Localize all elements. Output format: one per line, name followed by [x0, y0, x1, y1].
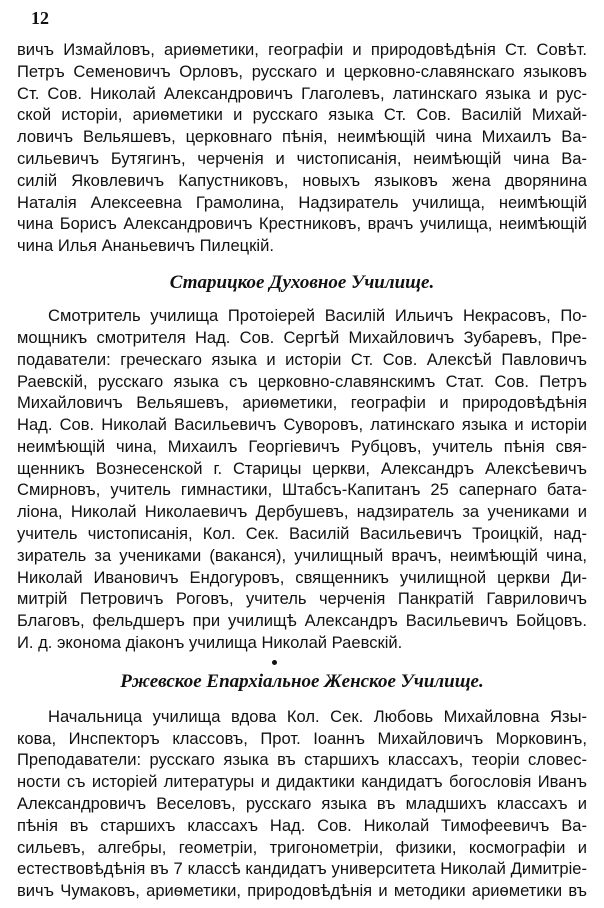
- text-line: Ст. Сов. Николай Александровичъ Глаголевъ, латинскаго языка и рус-: [17, 83, 587, 103]
- text-line: Преподаватели: русскаго языка въ старшихъ классахъ, теоріи словес-: [17, 750, 587, 770]
- text-line: Петръ Семеновичъ Орловъ, русскаго и церковно-славянскаго языковъ: [17, 61, 587, 81]
- section-heading: Ржевское Епархіальное Женское Училище.: [120, 670, 484, 692]
- text-line: вичъ Чумаковъ, ариѳметики, природовѣдѣнія и методики ариѳметики въ: [17, 881, 587, 901]
- section-heading: Старицкое Духовное Училище.: [169, 272, 435, 294]
- text-line: ловичъ Вельяшевъ, церковнаго пѣнія, неимѣющій чина Михаилъ Ва-: [17, 127, 587, 147]
- text-line: Смирновъ, учитель гимнастики, Штабсъ-Капитанъ 25 сапернаго бата-: [17, 480, 587, 500]
- text-line: учитель чистописанія, Кол. Сек. Василій Васильевичъ Троицкій, над-: [17, 524, 587, 544]
- text-line: митрій Петровичъ Роговъ, учитель черченія Панкратій Гавриловичъ: [17, 589, 587, 609]
- text-line: кова, Инспекторъ классовъ, Прот. Іоаннъ Михайловичъ Морковинъ,: [17, 728, 587, 748]
- text-line: зиратель за учениками (ваканся), училищный врачъ, неимѣющій чина,: [17, 545, 587, 565]
- page-number: 12: [31, 8, 49, 28]
- text-line: подаватели: греческаго языка и исторіи Ст. Сов. Алексѣй Павловичъ: [17, 349, 587, 369]
- text-line: Александровичъ Веселовъ, русскаго языка въ младшихъ классахъ и: [17, 794, 587, 813]
- text-line: чина Илья Ананьевичъ Пилецкій.: [17, 236, 274, 256]
- text-line: ліона, Николай Николаевичъ Дербушевъ, надзиратель за учениками и: [17, 502, 587, 522]
- text-line: сильевичъ Бутягинъ, черченія и чистописанія, неимѣющій чина Ва-: [17, 148, 587, 168]
- ink-dot: [272, 660, 277, 665]
- text-line: силій Яковлевичъ Капустниковъ, новыхъ языковъ жена дворянина: [17, 170, 587, 190]
- text-line: Благовъ, фельдшеръ при училищѣ Александръ Васильевичъ Бойцовъ.: [17, 611, 587, 631]
- text-line: щенникъ Вознесенской г. Старицы церкви, Александръ Алексѣевичъ: [17, 458, 587, 478]
- text-line: чина Борисъ Александровичъ Крестниковъ, врачъ училища, неимѣющій: [17, 214, 587, 234]
- text-line: ской исторіи, ариѳметики и русскаго языка Ст. Сов. Василій Михай-: [17, 105, 587, 125]
- text-line: вичъ Измайловъ, ариѳметики, географіи и природовѣдѣнія Ст. Совѣт.: [17, 40, 587, 59]
- text-line: Михайловичъ Вельяшевъ, ариѳметики, географіи и природовѣдѣнія: [17, 393, 587, 413]
- text-line: И. д. эконома діаконъ училища Николай Раевскій.: [17, 632, 403, 652]
- text-line: Наталія Алексеевна Грамолина, Надзиратель училища, неимѣющій: [17, 192, 587, 212]
- text-line: сильевъ, алгебры, геометріи, тригонометріи, физики, космографіи и: [17, 837, 587, 857]
- text-line: Николай Ивановичъ Ендогуровъ, священникъ училищной церкви Ди-: [17, 567, 587, 587]
- text-line: пѣнія въ старшихъ классахъ Над. Сов. Николай Тимофеевичъ Ва-: [17, 815, 587, 835]
- text-line: ности съ исторіей литературы и дидактики кандидатъ богословія Иванъ: [17, 772, 587, 792]
- text-line: Над. Сов. Николай Васильевичъ Суворовъ, латинскаго языка и исторіи: [17, 415, 587, 435]
- text-line: Смотритель училища Протоіерей Василій Ильичъ Некрасовъ, По-: [48, 306, 587, 326]
- text-line: мощникъ смотрителя Над. Сов. Сергѣй Михайловичъ Зубаревъ, Пре-: [17, 327, 587, 347]
- text-line: Начальница училища вдова Кол. Сек. Любовь Михайловна Язы-: [48, 706, 587, 726]
- text-line: Раевскій, русскаго языка съ церковно-славянскимъ Стат. Сов. Петръ: [17, 371, 587, 391]
- text-line: естествовѣдѣнія въ 7 классѣ кандидатъ университета Николай Димитріе-: [17, 859, 587, 879]
- text-line: неимѣющій чина, Михаилъ Георгіевичъ Рубцовъ, учитель пѣнія свя-: [17, 436, 587, 456]
